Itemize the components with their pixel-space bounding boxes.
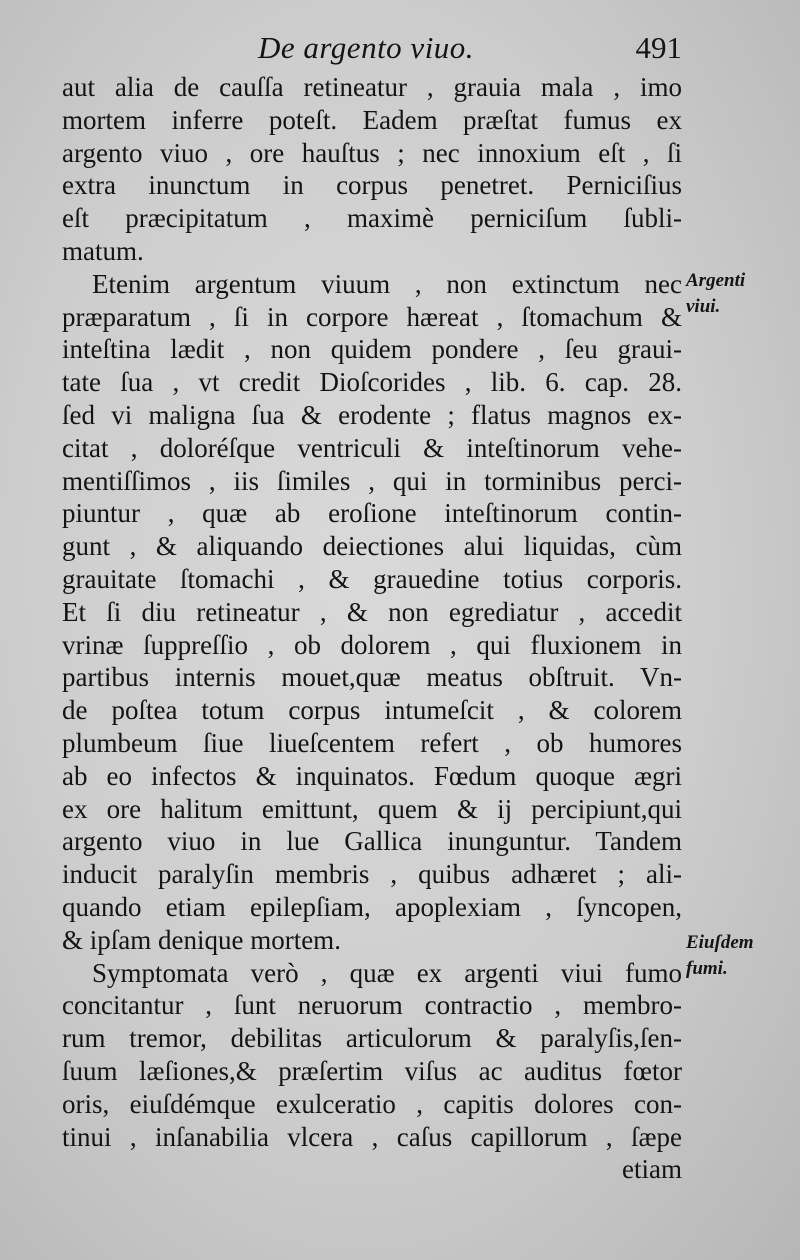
margin-note-line: Eiuſdem <box>686 932 754 953</box>
text-line: Et ſi diu retineatur , & non egrediatur , accedit <box>62 596 682 627</box>
paragraph <box>62 268 682 957</box>
text-line: tinui , inſanabilia vlcera , caſus capillorum , ſæpe <box>62 1121 682 1152</box>
text-line: matum. <box>62 235 144 266</box>
text-line: ſed vi maligna ſua & erodente ; flatus magnos ex- <box>62 399 682 430</box>
text-line: argento viuo in lue Gallica inunguntur. Tandem <box>62 826 682 857</box>
body-text <box>62 71 682 1186</box>
margin-note <box>686 268 745 320</box>
text-line: mentiſſimos , iis ſimiles , qui in torminibus perci- <box>62 465 682 496</box>
text-line: inducit paralyſin membris , quibus adhæret ; ali- <box>62 859 682 890</box>
text-line: quando etiam epilepſiam, apoplexiam , ſyncopen, <box>62 891 682 922</box>
text-line: gunt , & aliquando deiectiones alui liquidas, cùm <box>62 531 682 562</box>
running-head: De argento viuo. <box>258 30 475 65</box>
text-line: præparatum , ſi in corpore hæreat , ſtomachum & <box>62 301 682 332</box>
page-header <box>62 30 682 70</box>
text-line: aut alia de cauſſa retineatur , grauia mala , imo <box>62 72 682 102</box>
text-line: oris, eiuſdémque exulceratio , capitis dolores con- <box>62 1088 682 1119</box>
text-line: grauitate ſtomachi , & grauedine totius corporis. <box>62 563 682 594</box>
text-line: de poſtea totum corpus intumeſcit , & colorem <box>62 695 682 726</box>
text-line: citat , doloréſque ventriculi & inteſtinorum vehe- <box>62 432 682 463</box>
page-number: 491 <box>635 30 682 65</box>
paragraph <box>62 71 682 268</box>
margin-note-line: viui. <box>686 296 721 317</box>
text-line: vrinæ ſuppreſſio , ob dolorem , qui fluxionem in <box>62 629 682 660</box>
text-line: partibus internis mouet,quæ meatus obſtruit. Vn- <box>62 662 682 693</box>
margin-note-line: Argenti <box>686 270 746 291</box>
text-line: extra inunctum in corpus penetret. Perniciſius <box>62 170 682 201</box>
text-line: argento viuo , ore hauſtus ; nec innoxium eſt , ſi <box>62 137 682 168</box>
text-line: piuntur , quæ ab eroſione inteſtinorum contin- <box>62 498 682 529</box>
paragraph <box>62 957 682 1154</box>
text-line: & ipſam denique mortem. <box>62 924 341 955</box>
text-line: Etenim argentum viuum , non extinctum nec <box>92 268 682 299</box>
text-line: plumbeum ſiue liueſcentem refert , ob humores <box>62 727 682 758</box>
text-line: ab eo infectos & inquinatos. Fœdum quoque ægri <box>62 760 682 791</box>
catchword: etiam <box>622 1154 682 1185</box>
text-line: concitantur , ſunt neruorum contractio , membro- <box>62 990 682 1021</box>
text-line: tate ſua , vt credit Dioſcorides , lib. 6. cap. 28. <box>62 367 682 398</box>
text-line: eſt præcipitatum , maximè perniciſum ſubli- <box>62 203 682 234</box>
text-line: ex ore halitum emittunt, quem & ij percipiunt,qui <box>62 793 682 824</box>
text-line: mortem inferre poteſt. Eadem præſtat fumus ex <box>62 104 682 135</box>
text-line: ſuum læſiones,& præſertim viſus ac auditus fœtor <box>62 1055 682 1086</box>
text-line: rum tremor, debilitas articulorum & paralyſis,ſen- <box>62 1023 682 1054</box>
margin-note-line: fumi. <box>686 958 728 979</box>
margin-note <box>686 930 754 982</box>
text-line: inteſtina lædit , non quidem pondere , ſeu graui- <box>62 334 682 365</box>
text-line: Symptomata verò , quæ ex argenti viui fumo <box>92 957 682 988</box>
